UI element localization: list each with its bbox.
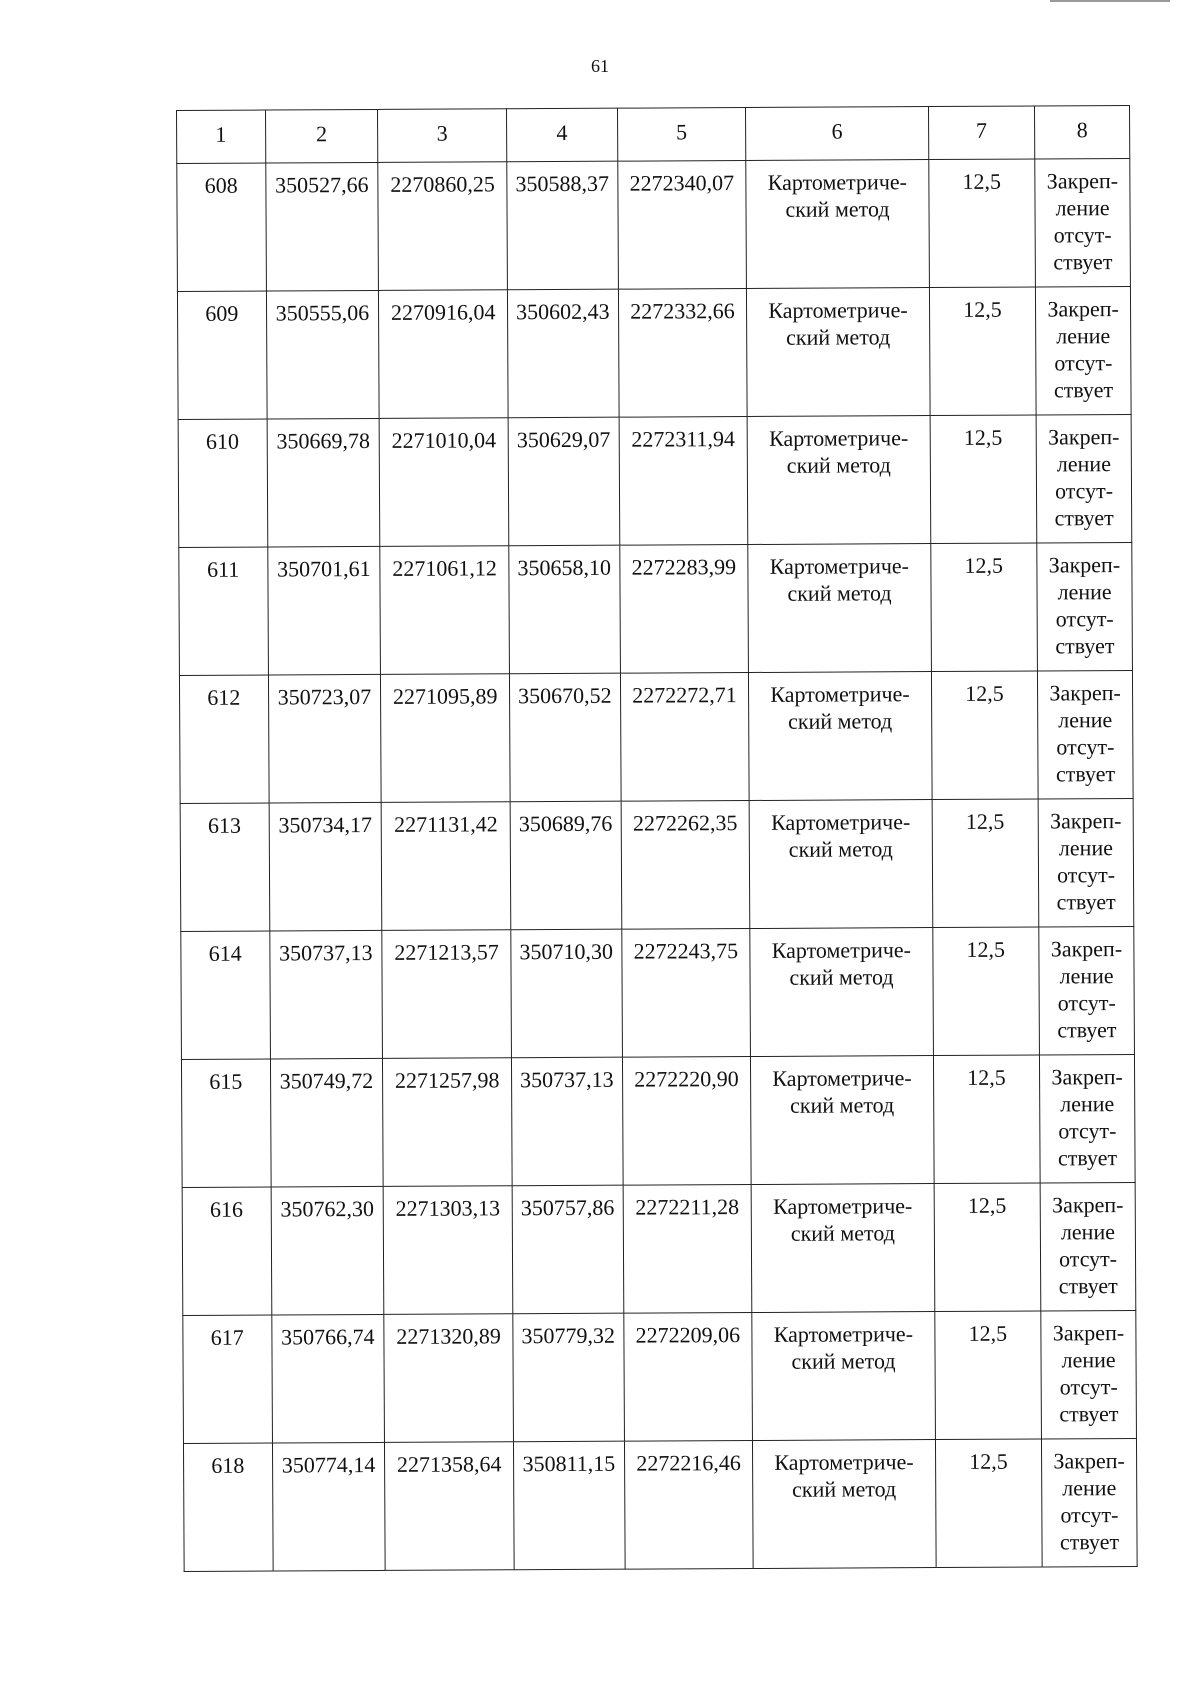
table-row <box>181 1054 1135 1187</box>
fixing-cell-line: ление <box>1060 1091 1115 1117</box>
coord-x-new-cell: 350811,15 <box>513 1441 624 1570</box>
method-cell <box>747 416 930 545</box>
coord-y-new-cell: 2272262,35 <box>621 801 750 930</box>
fixing-cell-line: отсут- <box>1056 734 1115 760</box>
fixing-cell <box>1037 543 1133 671</box>
header-cell-3: 3 <box>378 109 507 163</box>
fixing-cell-line: ствует <box>1056 889 1116 915</box>
fixing-cell <box>1042 1438 1138 1566</box>
method-cell-line: ский метод <box>790 1092 895 1118</box>
coord-y-old-cell: 2271131,42 <box>381 802 510 931</box>
coord-x-old-cell: 350774,14 <box>272 1442 385 1571</box>
method-cell-line: Картометриче- <box>770 681 910 707</box>
coord-x-new-cell: 350658,10 <box>509 545 620 674</box>
fixing-cell-line: Закреп- <box>1051 1064 1123 1090</box>
fixing-cell-line: ствует <box>1055 761 1116 787</box>
method-cell-line: ский метод <box>788 836 893 862</box>
fixing-cell-line: ствует <box>1059 1529 1120 1555</box>
coord-x-old-cell: 350749,72 <box>270 1058 383 1187</box>
fixing-cell-line: отсут- <box>1058 1246 1118 1272</box>
coord-x-new-cell: 350689,76 <box>510 801 621 930</box>
method-cell-line: Картометриче- <box>769 553 910 579</box>
fixing-cell-line: ление <box>1059 963 1114 989</box>
table-row <box>183 1310 1137 1443</box>
coord-y-new-cell: 2272220,90 <box>622 1057 751 1186</box>
coord-y-new-cell: 2272216,46 <box>624 1440 753 1569</box>
fixing-cell-line: ление <box>1057 579 1112 605</box>
point-number-cell: 611 <box>179 547 268 675</box>
table-row <box>179 670 1133 803</box>
fixing-cell-line: Закреп- <box>1053 1448 1125 1474</box>
coord-x-old-cell: 350737,13 <box>269 930 382 1059</box>
method-cell <box>746 160 929 289</box>
accuracy-cell: 12,5 <box>930 543 1037 672</box>
coord-x-new-cell: 350757,86 <box>512 1185 623 1314</box>
point-number-cell: 612 <box>179 675 268 803</box>
point-number-cell: 615 <box>181 1059 270 1187</box>
method-cell-line: Картометриче- <box>772 1193 913 1219</box>
fixing-cell <box>1038 798 1134 926</box>
point-number-cell: 617 <box>183 1315 272 1443</box>
fixing-cell-line: отсут- <box>1058 1118 1117 1144</box>
method-cell <box>749 672 932 801</box>
coord-y-new-cell: 2272283,99 <box>619 545 748 674</box>
fixing-cell-line: ствует <box>1057 1145 1118 1171</box>
fixing-cell-line: ствует <box>1053 249 1113 275</box>
header-cell-5: 5 <box>617 108 746 162</box>
fixing-cell-line: Закреп- <box>1047 296 1119 322</box>
fixing-cell-line: Закреп- <box>1050 808 1122 834</box>
coord-x-old-cell: 350701,61 <box>267 546 380 675</box>
table-row <box>183 1438 1137 1571</box>
fixing-cell-line: Закреп- <box>1049 680 1121 706</box>
page-number: 61 <box>591 56 609 76</box>
fixing-cell-line: ление <box>1056 323 1111 349</box>
coord-y-new-cell: 2272209,06 <box>623 1313 752 1442</box>
coord-x-old-cell: 350669,78 <box>267 418 380 547</box>
method-cell-line: ский метод <box>788 708 893 734</box>
method-cell-line: Картометриче- <box>771 937 912 963</box>
accuracy-cell: 12,5 <box>932 799 1039 928</box>
fixing-cell-line: отсут- <box>1057 990 1116 1016</box>
table-row <box>179 543 1133 676</box>
fixing-cell-line: отсут- <box>1053 222 1112 248</box>
accuracy-cell: 12,5 <box>934 1311 1041 1440</box>
fixing-cell-line: ление <box>1055 195 1110 221</box>
coord-y-new-cell: 2272340,07 <box>617 161 746 290</box>
fixing-cell-line: отсут- <box>1054 478 1114 504</box>
method-cell-line: Картометриче- <box>773 1321 914 1347</box>
coord-y-new-cell: 2272243,75 <box>621 929 750 1058</box>
coord-y-new-cell: 2272211,28 <box>623 1185 752 1314</box>
table-row <box>178 415 1132 548</box>
point-number-cell: 616 <box>182 1187 271 1315</box>
point-number-cell: 618 <box>183 1443 272 1571</box>
fixing-cell <box>1038 670 1134 798</box>
table-row <box>181 926 1135 1059</box>
fixing-cell-line: Закреп- <box>1052 1320 1125 1346</box>
coord-y-new-cell: 2272311,94 <box>619 417 748 546</box>
accuracy-cell: 12,5 <box>933 1055 1040 1184</box>
accuracy-cell: 12,5 <box>930 415 1037 544</box>
fixing-cell <box>1039 926 1135 1054</box>
coord-y-new-cell: 2272332,66 <box>618 289 747 418</box>
fixing-cell <box>1040 1054 1136 1182</box>
fixing-cell-line: отсут- <box>1054 350 1113 376</box>
fixing-cell <box>1036 415 1132 543</box>
table-row <box>180 798 1134 931</box>
coord-y-old-cell: 2271257,98 <box>383 1058 512 1187</box>
fixing-cell-line: ствует <box>1053 377 1114 403</box>
accuracy-cell: 12,5 <box>935 1439 1042 1568</box>
method-cell-line: Картометриче- <box>770 809 911 835</box>
fixing-cell-line: ствует <box>1057 1017 1117 1043</box>
coord-x-old-cell: 350734,17 <box>269 802 382 931</box>
method-cell <box>751 1184 934 1313</box>
fixing-cell-line: отсут- <box>1055 606 1114 632</box>
method-cell-line: ский метод <box>786 324 891 350</box>
fixing-cell <box>1036 287 1132 415</box>
coord-x-new-cell: 350670,52 <box>509 673 620 802</box>
point-number-cell: 614 <box>181 931 270 1059</box>
method-cell <box>749 800 932 929</box>
coordinates-table <box>176 105 1138 1572</box>
coord-x-new-cell: 350629,07 <box>508 417 619 546</box>
method-cell-line: ский метод <box>791 1348 896 1374</box>
header-cell-7: 7 <box>928 106 1035 160</box>
method-cell-line: Картометриче- <box>774 1449 914 1475</box>
method-cell-line: Картометриче- <box>772 1065 912 1091</box>
coord-x-new-cell: 350588,37 <box>507 161 618 290</box>
fixing-cell-line: Закреп- <box>1052 1192 1124 1218</box>
fixing-cell-line: ление <box>1056 451 1112 477</box>
coord-x-old-cell: 350527,66 <box>265 162 378 291</box>
fixing-cell-line: ление <box>1061 1347 1116 1373</box>
fixing-cell <box>1035 159 1131 287</box>
point-number-cell: 609 <box>177 291 266 419</box>
fixing-cell-line: ствует <box>1055 633 1115 659</box>
fixing-cell-line: Закреп- <box>1050 936 1123 962</box>
method-cell-line: Картометриче- <box>767 169 908 195</box>
method-cell <box>748 544 931 673</box>
coord-x-new-cell: 350737,13 <box>511 1057 622 1186</box>
header-cell-4: 4 <box>506 108 617 162</box>
header-cell-8: 8 <box>1035 106 1130 159</box>
method-cell <box>747 288 930 417</box>
fixing-cell-line: Закреп- <box>1046 168 1119 194</box>
accuracy-cell: 12,5 <box>932 927 1039 1056</box>
coord-y-old-cell: 2271010,04 <box>379 418 508 547</box>
method-cell-line: ский метод <box>785 196 890 222</box>
header-cell-6: 6 <box>746 107 929 161</box>
point-number-cell: 613 <box>180 803 269 931</box>
fixing-cell-line: ление <box>1058 707 1113 733</box>
coord-y-old-cell: 2270860,25 <box>378 162 507 291</box>
method-cell-line: ский метод <box>786 452 891 478</box>
coord-y-old-cell: 2271095,89 <box>381 674 510 803</box>
fixing-cell-line: ствует <box>1058 1273 1118 1299</box>
accuracy-cell: 12,5 <box>929 287 1036 416</box>
point-number-cell: 610 <box>178 419 267 547</box>
fixing-cell-line: Закреп- <box>1048 424 1120 450</box>
method-cell-line: Картометриче- <box>768 297 908 323</box>
coord-y-new-cell: 2272272,71 <box>620 673 749 802</box>
fixing-cell-line: отсут- <box>1059 1374 1118 1400</box>
coord-y-old-cell: 2271303,13 <box>383 1186 512 1315</box>
coord-x-old-cell: 350766,74 <box>271 1314 384 1443</box>
method-cell <box>750 928 933 1057</box>
coord-y-old-cell: 2270916,04 <box>379 290 508 419</box>
coord-y-old-cell: 2271061,12 <box>380 546 509 675</box>
table-header-row <box>177 106 1130 164</box>
method-cell-line: ский метод <box>790 1220 895 1246</box>
accuracy-cell: 12,5 <box>934 1183 1041 1312</box>
coord-y-old-cell: 2271358,64 <box>385 1442 514 1571</box>
method-cell <box>753 1440 936 1569</box>
header-cell-2: 2 <box>265 109 378 163</box>
coord-x-old-cell: 350762,30 <box>271 1186 384 1315</box>
coord-y-old-cell: 2271213,57 <box>382 930 511 1059</box>
fixing-cell-line: ствует <box>1059 1401 1119 1427</box>
top-edge-rule <box>1050 0 1170 2</box>
fixing-cell <box>1040 1182 1136 1310</box>
coord-x-new-cell: 350779,32 <box>513 1313 624 1442</box>
fixing-cell-line: ствует <box>1054 505 1114 531</box>
coord-x-old-cell: 350555,06 <box>266 290 379 419</box>
method-cell-line: ский метод <box>792 1476 897 1502</box>
fixing-cell-line: отсут- <box>1060 1502 1119 1528</box>
table-body <box>177 106 1138 1572</box>
coord-x-new-cell: 350602,43 <box>507 289 618 418</box>
header-cell-1: 1 <box>177 110 266 163</box>
method-cell-line: ский метод <box>789 964 894 990</box>
method-cell <box>752 1312 935 1441</box>
fixing-cell-line: Закреп- <box>1048 552 1121 578</box>
fixing-cell-line: ление <box>1060 1219 1116 1245</box>
fixing-cell-line: отсут- <box>1056 862 1116 888</box>
accuracy-cell: 12,5 <box>931 671 1038 800</box>
coord-x-new-cell: 350710,30 <box>511 929 622 1058</box>
method-cell-line: Картометриче- <box>768 425 909 451</box>
table-row <box>182 1182 1136 1315</box>
fixing-cell <box>1041 1310 1137 1438</box>
table-row <box>177 159 1131 292</box>
accuracy-cell: 12,5 <box>928 159 1035 288</box>
fixing-cell-line: ление <box>1058 835 1114 861</box>
coord-x-old-cell: 350723,07 <box>268 674 381 803</box>
method-cell-line: ский метод <box>787 580 892 606</box>
fixing-cell-line: ление <box>1062 1475 1117 1501</box>
coord-y-old-cell: 2271320,89 <box>384 1314 513 1443</box>
point-number-cell: 608 <box>177 163 266 291</box>
method-cell <box>751 1056 934 1185</box>
table-row <box>177 287 1131 420</box>
